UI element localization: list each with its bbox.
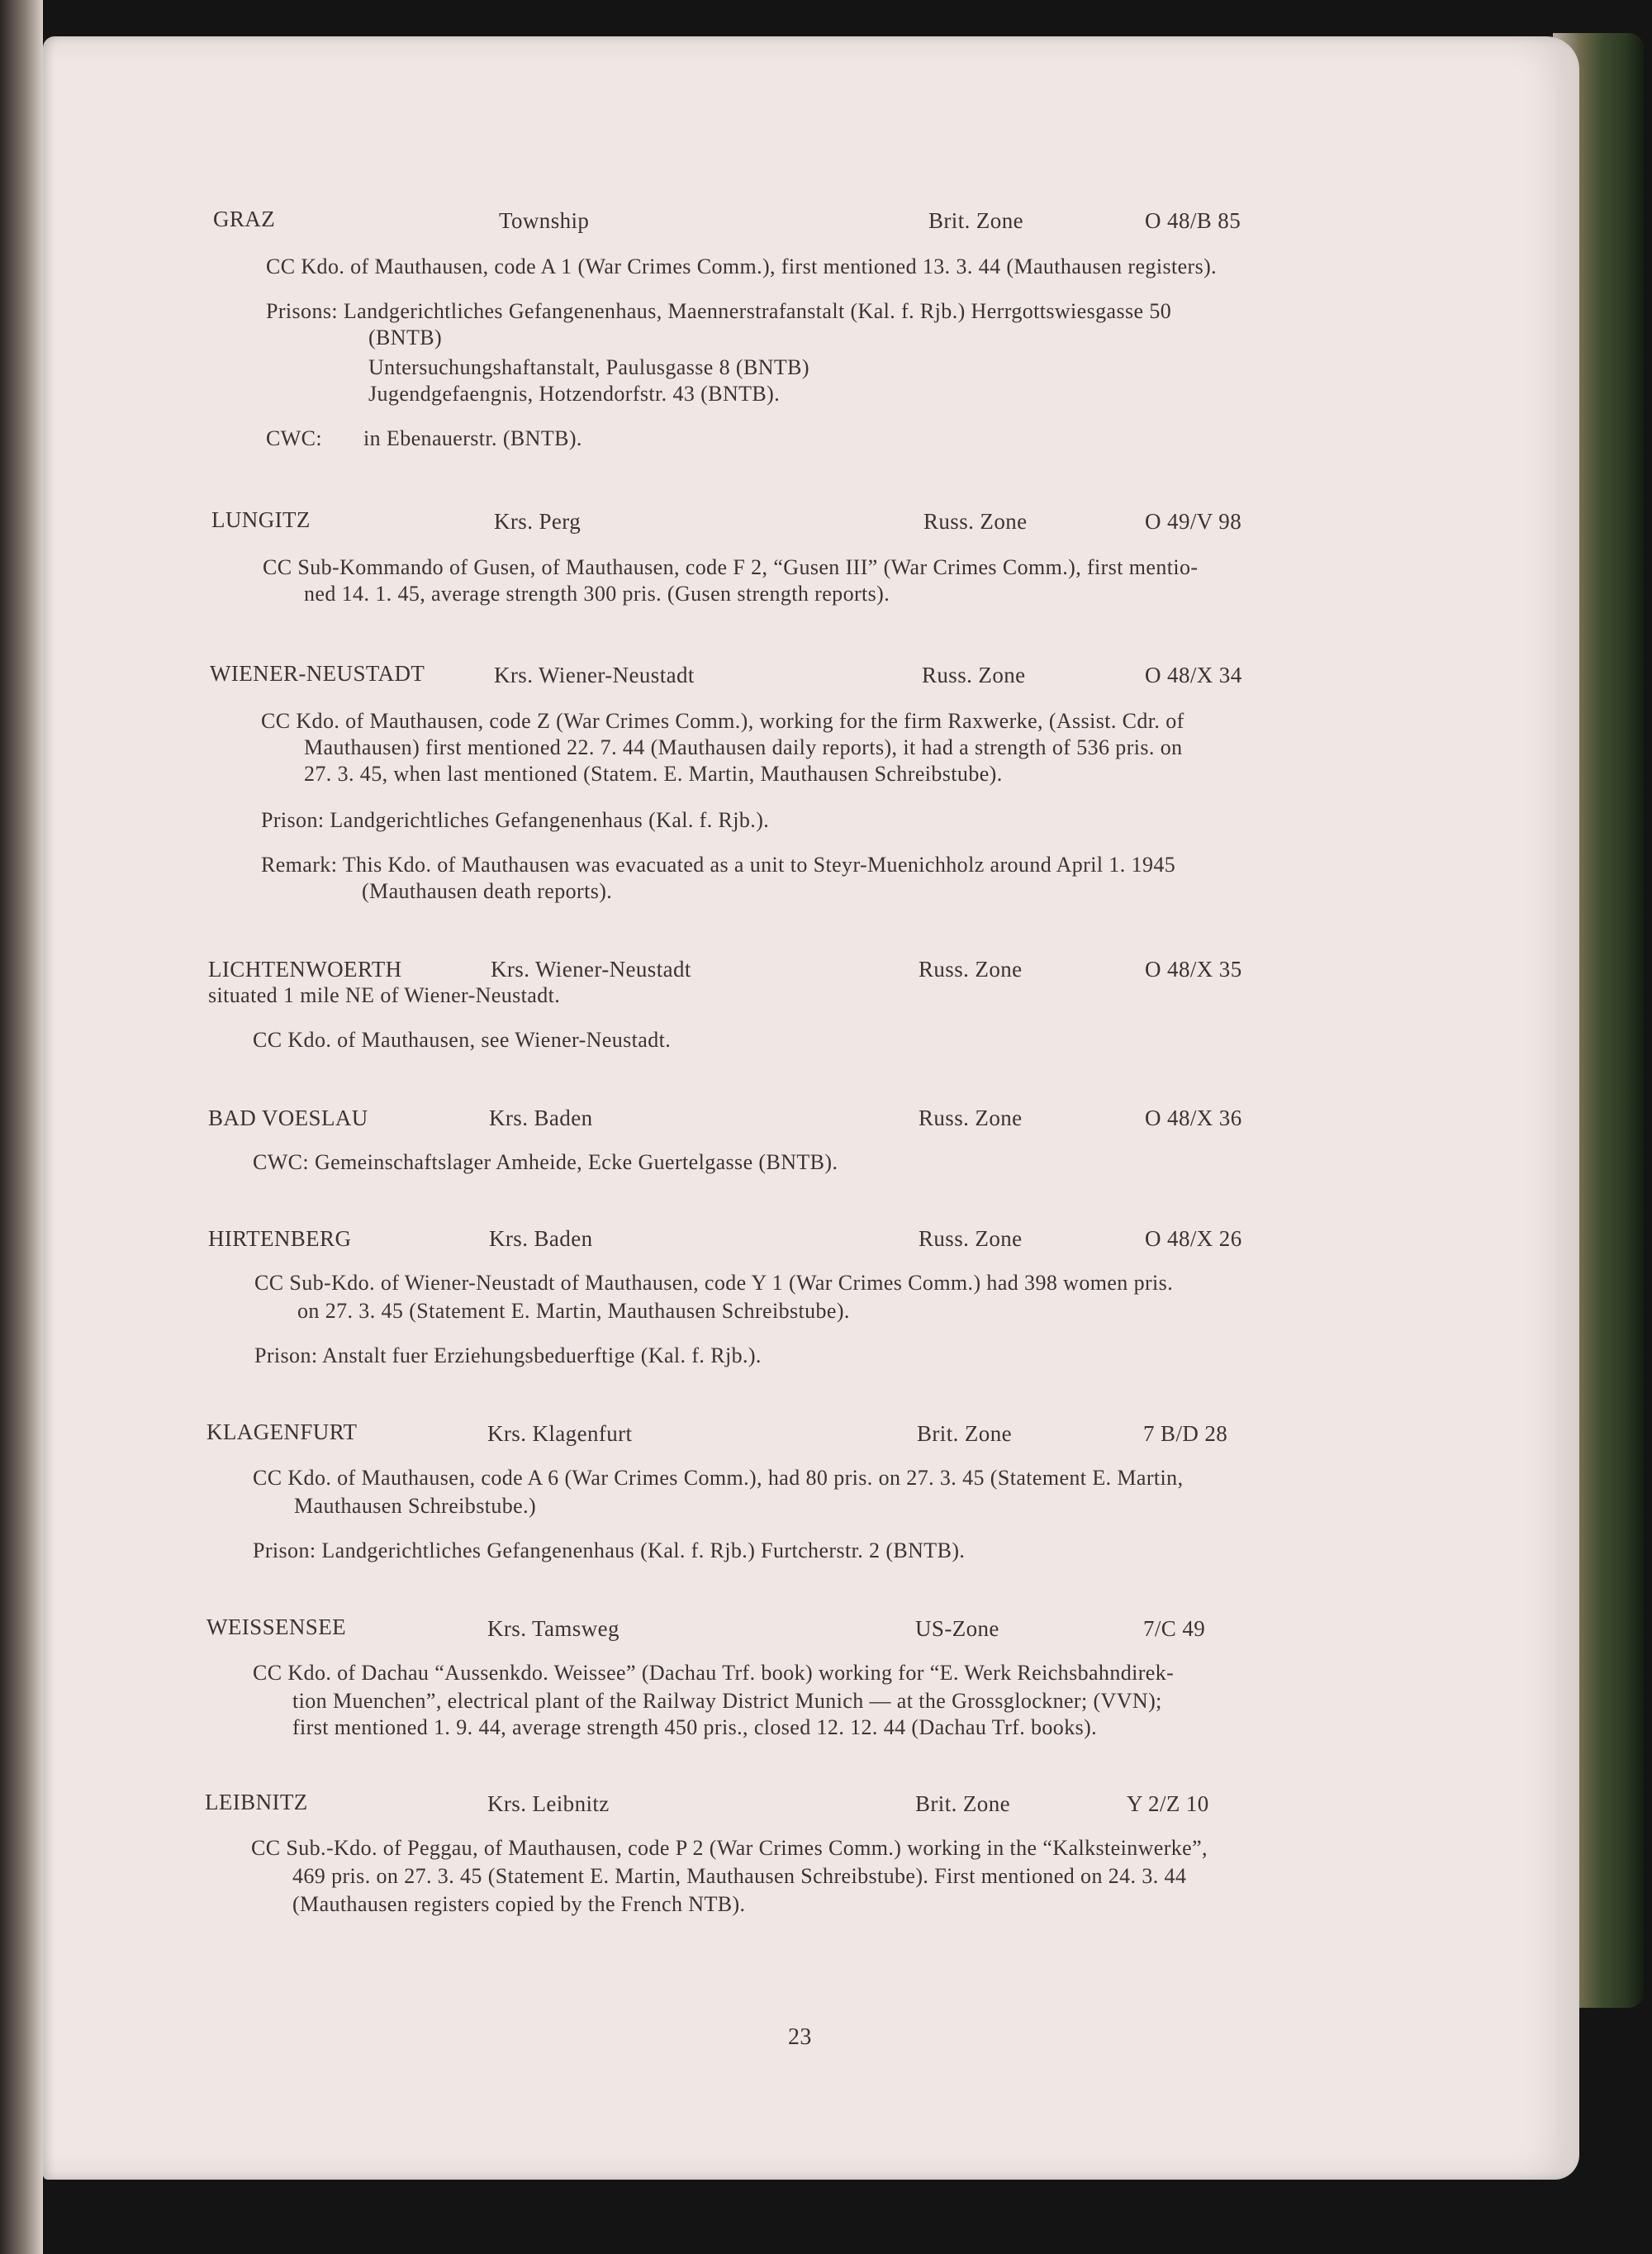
entry-text: CC Kdo. of Mauthausen, see Wiener-Neustadt. (253, 1028, 672, 1052)
entry-text: Mauthausen) first mentioned 22. 7. 44 (Mauthausen daily reports), it had a strength of 536 pris. on (304, 735, 1183, 759)
entry-district: Krs. Tamsweg (487, 1616, 620, 1641)
entry-text: CC Kdo. of Mauthausen, code A 6 (War Crimes Comm.), had 80 pris. on 27. 3. 45 (Statement E. Martin, (253, 1466, 1184, 1490)
entry-grid: O 48/X 26 (1145, 1226, 1242, 1251)
entry-zone: US-Zone (915, 1616, 999, 1641)
entry-text: Mauthausen Schreibstube.) (294, 1494, 537, 1518)
entry-district: Krs. Wiener-Neustadt (491, 957, 691, 982)
entry-text: CC Kdo. of Mauthausen, code Z (War Crimes Comm.), working for the firm Raxwerke, (Assist. Cdr. of (261, 709, 1184, 733)
entry-text: (Mauthausen death reports). (362, 879, 613, 903)
entry-text: CWC: Gemeinschaftslager Amheide, Ecke Guertelgasse (BNTB). (253, 1150, 838, 1174)
entry-text: Prisons: Landgerichtliches Gefangenenhaus, Maennerstrafanstalt (Kal. f. Rjb.) Herrgottswiesgasse 50 (266, 299, 1172, 323)
entry-text: Untersuchungshaftanstalt, Paulusgasse 8 (BNTB) (368, 355, 809, 379)
entry-zone: Brit. Zone (915, 1791, 1010, 1816)
entry-district: Krs. Klagenfurt (487, 1421, 633, 1446)
entry-place: KLAGENFURT (206, 1419, 358, 1444)
entry-place: LEIBNITZ (205, 1790, 308, 1814)
entry-place: LUNGITZ (211, 507, 311, 532)
entry-text: Prison: Landgerichtliches Gefangenenhaus (Kal. f. Rjb.). (261, 808, 770, 832)
entry-zone: Russ. Zone (919, 1106, 1023, 1130)
entry-district: Krs. Baden (489, 1106, 593, 1130)
entry-grid: 7 B/D 28 (1143, 1421, 1228, 1446)
entry-zone: Russ. Zone (919, 957, 1023, 982)
entry-text: (BNTB) (368, 326, 443, 350)
entry-text: situated 1 mile NE of Wiener-Neustadt. (208, 983, 561, 1007)
entry-district: Krs. Leibnitz (487, 1791, 610, 1816)
entry-district: Krs. Baden (489, 1226, 593, 1251)
entry-grid: O 48/B 85 (1145, 208, 1241, 233)
entry-text: Prison: Anstalt fuer Erziehungsbeduerftige (Kal. f. Rjb.). (254, 1343, 762, 1367)
entry-text: Remark: This Kdo. of Mauthausen was evacuated as a unit to Steyr-Muenichholz around April 1. 1945 (261, 853, 1176, 877)
entry-text: tion Muenchen”, electrical plant of the Railway District Munich — at the Grossglockner; (VVN); (292, 1689, 1162, 1713)
entry-text: on 27. 3. 45 (Statement E. Martin, Mauthausen Schreibstube). (297, 1299, 850, 1323)
entry-zone: Brit. Zone (917, 1421, 1012, 1446)
entry-zone: Brit. Zone (928, 208, 1023, 233)
entry-text: (Mauthausen registers copied by the French NTB). (292, 1892, 746, 1916)
entry-text: CC Sub-Kdo. of Wiener-Neustadt of Mauthausen, code Y 1 (War Crimes Comm.) had 398 women pris. (254, 1271, 1174, 1295)
entry-place: WIENER-NEUSTADT (210, 661, 425, 686)
entry-grid: Y 2/Z 10 (1127, 1791, 1209, 1816)
entry-grid: O 48/X 35 (1145, 957, 1242, 982)
entry-text: Jugendgefaengnis, Hotzendorfstr. 43 (BNTB). (368, 382, 781, 406)
page-number: 23 (788, 2024, 812, 2050)
entry-grid: O 48/X 34 (1145, 663, 1242, 687)
entry-text: in Ebenauerstr. (BNTB). (363, 426, 582, 450)
entry-place: BAD VOESLAU (208, 1106, 368, 1130)
entry-district: Township (499, 208, 590, 233)
entry-place: LICHTENWOERTH (208, 957, 402, 982)
entry-zone: Russ. Zone (923, 509, 1028, 534)
left-page-edge (0, 0, 43, 2254)
entry-text: CC Sub.-Kdo. of Peggau, of Mauthausen, code P 2 (War Crimes Comm.) working in the “Kalksteinwerke”, (251, 1836, 1208, 1860)
entry-text: CC Sub-Kommando of Gusen, of Mauthausen, code F 2, “Gusen III” (War Crimes Comm.), first mentio- (263, 555, 1199, 579)
entry-text: CC Kdo. of Dachau “Aussenkdo. Weissee” (Dachau Trf. book) working for “E. Werk Reichsbahndirek- (253, 1661, 1175, 1685)
entry-place: HIRTENBERG (208, 1226, 352, 1251)
entry-zone: Russ. Zone (922, 663, 1026, 687)
entry-grid: O 49/V 98 (1145, 509, 1242, 534)
entry-text: ned 14. 1. 45, average strength 300 pris. (Gusen strength reports). (304, 582, 890, 606)
entry-text: CC Kdo. of Mauthausen, code A 1 (War Crimes Comm.), first mentioned 13. 3. 44 (Mauthausen registers). (266, 254, 1218, 278)
entry-text: 469 pris. on 27. 3. 45 (Statement E. Martin, Mauthausen Schreibstube). First mentioned on 24. 3. 44 (292, 1864, 1187, 1888)
entry-zone: Russ. Zone (919, 1226, 1023, 1251)
entry-text: CWC: (266, 426, 323, 450)
entry-grid: O 48/X 36 (1145, 1106, 1242, 1130)
entry-text: 27. 3. 45, when last mentioned (Statem. E. Martin, Mauthausen Schreibstube). (304, 762, 1003, 786)
entry-place: WEISSENSEE (206, 1614, 346, 1639)
entry-text: Prison: Landgerichtliches Gefangenenhaus (Kal. f. Rjb.) Furtcherstr. 2 (BNTB). (253, 1538, 966, 1562)
entry-district: Krs. Perg (494, 509, 582, 534)
entry-text: first mentioned 1. 9. 44, average strength 450 pris., closed 12. 12. 44 (Dachau Trf. books). (292, 1715, 1098, 1739)
entry-place: GRAZ (213, 207, 276, 231)
entry-district: Krs. Wiener-Neustadt (494, 663, 695, 687)
entry-grid: 7/C 49 (1143, 1616, 1206, 1641)
